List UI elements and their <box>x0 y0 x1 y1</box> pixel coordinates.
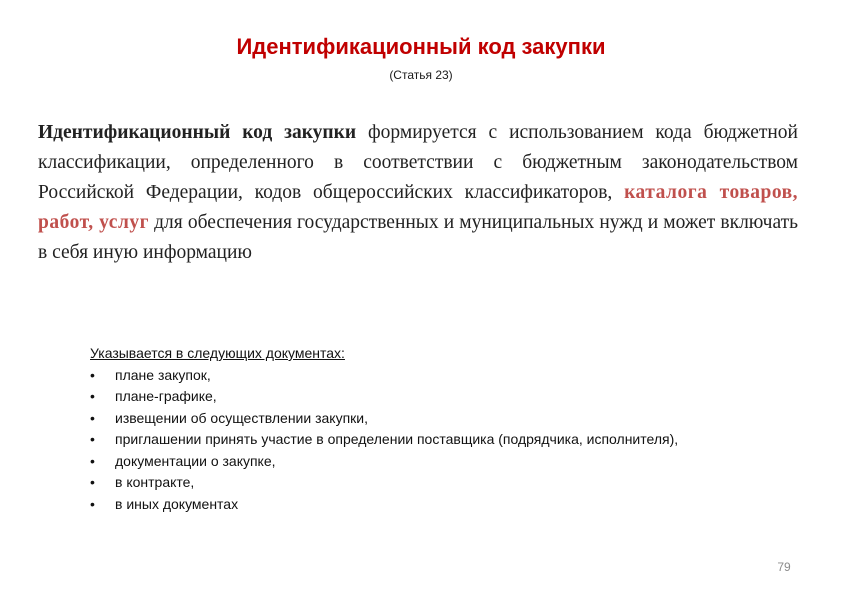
documents-heading: Указывается в следующих документах: <box>90 345 345 361</box>
list-item <box>90 494 710 516</box>
bullet-icon: • <box>90 474 95 490</box>
bullet-icon: • <box>90 452 95 469</box>
list-item-text: документации о закупке, <box>115 452 276 469</box>
bullet-icon: • <box>90 431 95 447</box>
list-item-text: приглашении принять участие в определении поставщика (подрядчика, исполнителя), <box>115 431 679 447</box>
list-item-text: плане закупок, <box>115 366 211 383</box>
list-item <box>90 429 710 451</box>
definition-paragraph <box>38 118 798 268</box>
bullet-icon: • <box>90 495 95 512</box>
list-item <box>90 472 710 494</box>
list-item <box>90 451 710 473</box>
bullet-icon: • <box>90 388 95 404</box>
list-item <box>90 408 710 430</box>
list-item <box>90 365 710 387</box>
slide-title: Идентификационный код закупки <box>236 34 606 59</box>
list-item-text: в иных документах <box>115 495 239 512</box>
list-item <box>90 386 710 408</box>
catalog-highlight: каталога товаров, работ, услуг <box>38 182 799 233</box>
slide-subtitle: (Статья 23) <box>389 68 453 82</box>
list-item-text: извещении об осуществлении закупки, <box>115 409 368 426</box>
definition-term: Идентификационный код закупки <box>38 122 357 143</box>
bullet-icon: • <box>90 366 95 383</box>
documents-list <box>90 365 710 516</box>
definition-text-part-1: формируется с использованием кода бюджетной классификации, определенного в соответствии с бюджетным законодательством Российской Федерации, кодов общероссийских классификаторов, <box>38 122 798 203</box>
page-number: 79 <box>777 560 791 574</box>
bullet-icon: • <box>90 409 95 426</box>
list-item-text: плане-графике, <box>115 388 217 404</box>
list-item-text: в контракте, <box>115 474 195 490</box>
documents-block <box>90 343 710 515</box>
definition-text-part-2: для обеспечения государственных и муниципальных нужд и может включать в себя иную информацию <box>38 212 799 263</box>
